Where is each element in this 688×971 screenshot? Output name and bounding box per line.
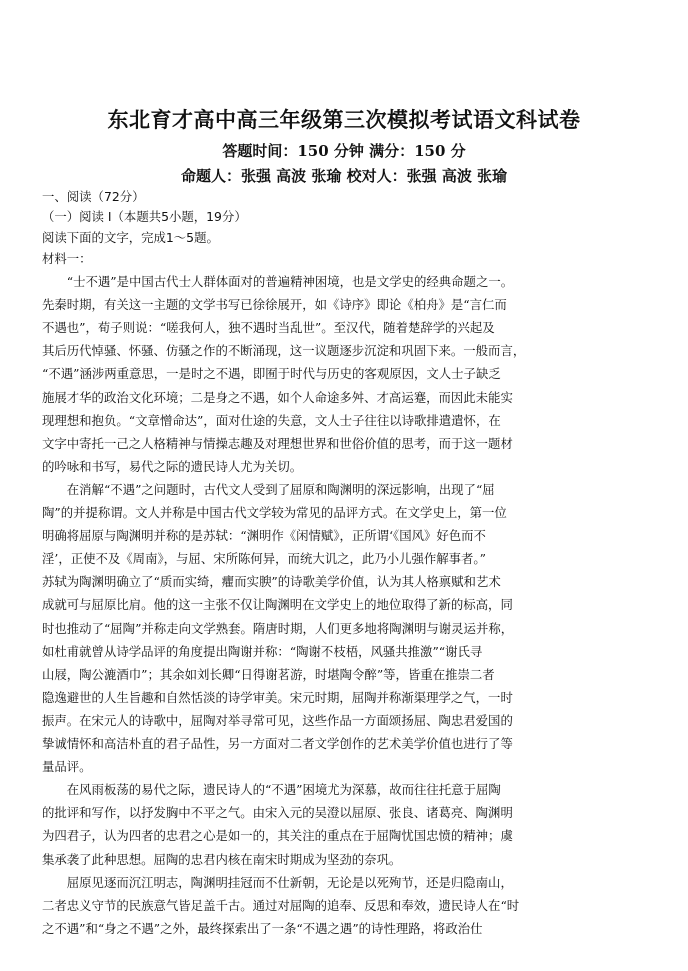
passage-line: 为四君子，认为四者的忠君之心是如一的，其关注的重点在于屈陶忧国忠愤的精神；虞 xyxy=(42,828,513,844)
passage-line: 的批评和写作，以抒发胸中不平之气。由宋入元的吴澄以屈原、张良、诸葛亮、陶渊明 xyxy=(42,805,513,821)
passage-line: 二者忠义守节的民族意气皆足盖千古。通过对屈陶的追奉、反思和奉效，遗民诗人在“时 xyxy=(42,897,520,913)
passage-line: 文字中寄托一己之人格精神与情操志趣及对理想世界和世俗价值的思考，而于这一题材 xyxy=(42,435,513,451)
exam-authors-info: 命题人：张强 高波 张瑜 校对人：张强 高波 张瑜 xyxy=(180,167,508,185)
passage-line: 的吟咏和书写，易代之际的遗民诗人尤为关切。 xyxy=(42,458,303,474)
passage-line: 在风雨板荡的易代之际，遗民诗人的“不遇”困境尤为深慕，故而往往托意于屈陶 xyxy=(42,782,501,798)
section-heading: 一、阅读（72分） xyxy=(42,189,145,204)
passage-line: 成就可与屈原比肩。他的这一主张不仅让陶渊明在文学史上的地位取得了新的标高，同 xyxy=(42,597,513,613)
passage-line: 之不遇”和“身之不遇”之外，最终探索出了一条“不遇之遇”的诗性理路，将政治仕 xyxy=(42,920,483,936)
passage-line: 陶”的并提称谓。文人并称是中国古代文学较为常见的品评方式。在文学史上，第一位 xyxy=(42,505,507,520)
passage-line: 在消解“不遇”之问题时，古代文人受到了屈原和陶渊明的深远影响，出现了“屈 xyxy=(42,481,495,497)
exam-time-info: 答题时间：150 分钟 满分：150 分 xyxy=(222,142,466,160)
passage-line: 集承袭了此种思想。屈陶的忠君内核在南宋时期成为坚劲的奈巩。 xyxy=(42,851,402,867)
exam-title: 东北育才高中高三年级第三次模拟考试语文科试卷 xyxy=(107,108,581,132)
passage-line: 屈原见逐而沉江明志，陶渊明挂冠而不仕新朝，无论是以死殉节，还是归隐南山， xyxy=(42,874,513,890)
passage-line: 其后历代悼骚、怀骚、仿骚之作的不断涌现，这一议题逐步沉淀和巩固下来。一般而言， xyxy=(42,343,526,359)
passage-line: 不遇也”，荀子则说：“嗟我何人，独不遇时当乱世”。至汉代，随着楚辞学的兴起及 xyxy=(42,320,495,336)
passage-line: 量品评。 xyxy=(42,759,92,775)
passage-line: 隐逸避世的人生旨趣和自然恬淡的诗学审美。宋元时期，屈陶并称渐渠理学之气，一时 xyxy=(42,689,513,705)
passage-line: 施展才华的政治文化环境；二是身之不遇，如个人命途多舛、才高运蹇，而因此未能实 xyxy=(42,389,513,405)
passage-line: 先秦时期，有关这一主题的文学书写已徐徐展开，如《诗序》即论《柏舟》是“言仁而 xyxy=(42,297,507,313)
passage-line: 振声。在宋元人的诗歌中，屈陶对举寻常可见，这些作品一方面颂扬屈、陶忠君爱国的 xyxy=(42,712,513,728)
material-label: 材料一： xyxy=(42,251,92,266)
passage-line: 挚诚情怀和高洁朴直的君子品性，另一方面对二者文学创作的艺术美学价值也进行了等 xyxy=(42,736,513,751)
passage-line: 现理想和抱负。“文章憎命达”，面对仕途的失意，文人士子往往以诗歌排遣遣怀，在 xyxy=(42,412,501,428)
passage-line: 时也推动了“屈陶”并称走向文学熟套。隋唐时期，人们更多地将陶渊明与谢灵运并称， xyxy=(42,620,514,636)
instruction-text: 阅读下面的文字，完成1～5题。 xyxy=(42,230,219,245)
passage-line: 山屐，陶公漉酒巾”；其余如刘长卿“日得谢茗游，时堪陶令醉”等，皆重在推崇二者 xyxy=(42,666,495,682)
passage-line: 明确将屈原与陶渊明并称的是苏轼：“渊明作《闲情赋》，正所谓‘《国风》好色而不 xyxy=(42,528,486,544)
passage-line: 苏轼为陶渊明确立了“质而实绮，癯而实腴”的诗歌美学价值，认为其人格禀赋和艺术 xyxy=(42,574,501,590)
passage-line: 淫’，正使不及《周南》，与屈、宋所陈何异，而统大讥之，此乃小儿强作解事者。” xyxy=(42,551,486,567)
passage-line: “士不遇”是中国古代士人群体面对的普遍精神困境，也是文学史的经典命题之一。 xyxy=(42,274,514,289)
passage-line: 如杜甫就曾从诗学品评的角度提出陶谢并称：“陶谢不枝梧，风骚共推激”“谢氏寻 xyxy=(42,643,483,659)
subsection-heading: （一）阅读 I（本题共5小题，19分） xyxy=(42,209,247,224)
passage-line: “不遇”涵涉两重意思，一是时之不遇，即囿于时代与历史的客观原因，文人士子缺乏 xyxy=(42,366,501,382)
